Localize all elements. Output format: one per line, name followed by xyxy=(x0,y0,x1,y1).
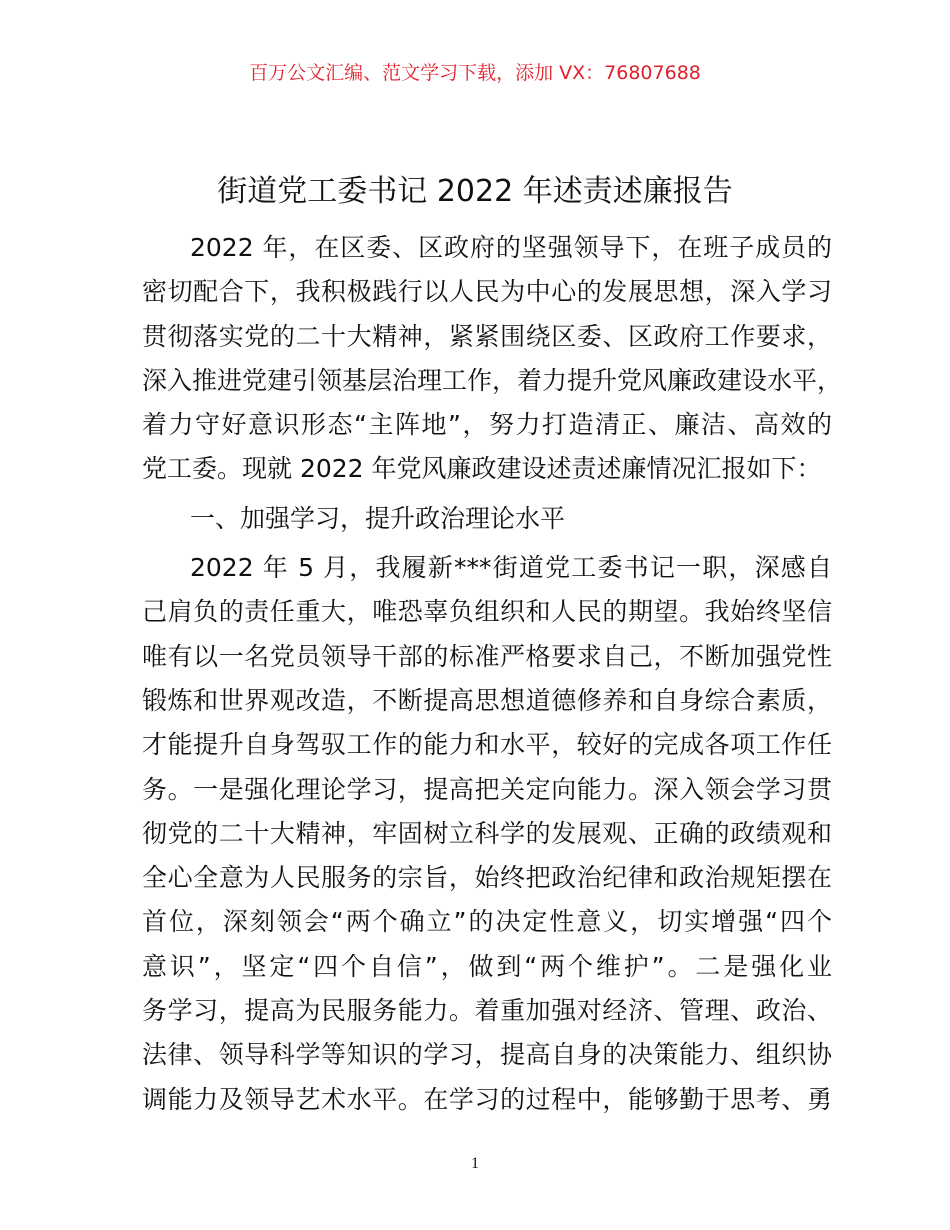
text-line: 意识”，坚定“四个自信”，做到“两个维护”。二是强化业 xyxy=(142,951,832,981)
section-heading xyxy=(142,497,832,541)
text-line: 2022 年 5 月，我履新***街道党工委书记一职，深感自 xyxy=(190,553,832,583)
text-line: 深入推进党建引领基层治理工作，着力提升党风廉政建设水平， xyxy=(142,365,843,395)
text-line: 全心全意为人民服务的宗旨，始终把政治纪律和政治规矩摆在 xyxy=(142,863,832,893)
text-line: 2022 年，在区委、区政府的坚强领导下，在班子成员的 xyxy=(190,233,832,262)
text-line: 密切配合下，我积极践行以人民为中心的发展思想，深入学习 xyxy=(142,277,832,307)
text-line: 首位，深刻领会“两个确立”的决定性意义，切实增强“四个 xyxy=(142,907,832,937)
document-body xyxy=(142,226,843,1122)
text-line: 锻炼和世界观改造，不断提高思想道德修养和自身综合素质， xyxy=(142,685,832,715)
text-line: 才能提升自身驾驭工作的能力和水平，较好的完成各项工作任 xyxy=(142,730,832,760)
text-line: 务学习，提高为民服务能力。着重加强对经济、管理、政治、 xyxy=(142,996,832,1026)
text-line: 唯有以一名党员领导干部的标准严格要求自己，不断加强党性 xyxy=(142,641,832,671)
heading-line: 一、加强学习，提升政治理论水平 xyxy=(190,503,566,533)
text-line: 法律、领导科学等知识的学习，提高自身的决策能力、组织协 xyxy=(142,1040,832,1070)
text-line: 着力守好意识形态“主阵地”，努力打造清正、廉洁、高效的 xyxy=(142,410,832,440)
text-line: 己肩负的责任重大，唯恐辜负组织和人民的期望。我始终坚信 xyxy=(142,597,832,627)
text-line: 务。一是强化理论学习，提高把关定向能力。深入领会学习贯 xyxy=(142,774,832,804)
text-line: 党工委。现就 2022 年党风廉政建设述责述廉情况汇报如下： xyxy=(142,454,822,484)
paragraph-intro xyxy=(142,226,843,492)
document-title: 街道党工委书记 2022 年述责述廉报告 xyxy=(217,174,733,209)
watermark-banner: 百万公文汇编、范文学习下载，添加 VX：76807688 xyxy=(249,62,701,84)
text-line: 贯彻落实党的二十大精神，紧紧围绕区委、区政府工作要求， xyxy=(142,321,832,351)
paragraph-study xyxy=(142,546,832,1122)
text-line: 调能力及领导艺术水平。在学习的过程中，能够勤于思考、勇 xyxy=(142,1084,832,1114)
page-number: 1 xyxy=(471,1155,479,1172)
text-line: 彻党的二十大精神，牢固树立科学的发展观、正确的政绩观和 xyxy=(142,818,832,848)
